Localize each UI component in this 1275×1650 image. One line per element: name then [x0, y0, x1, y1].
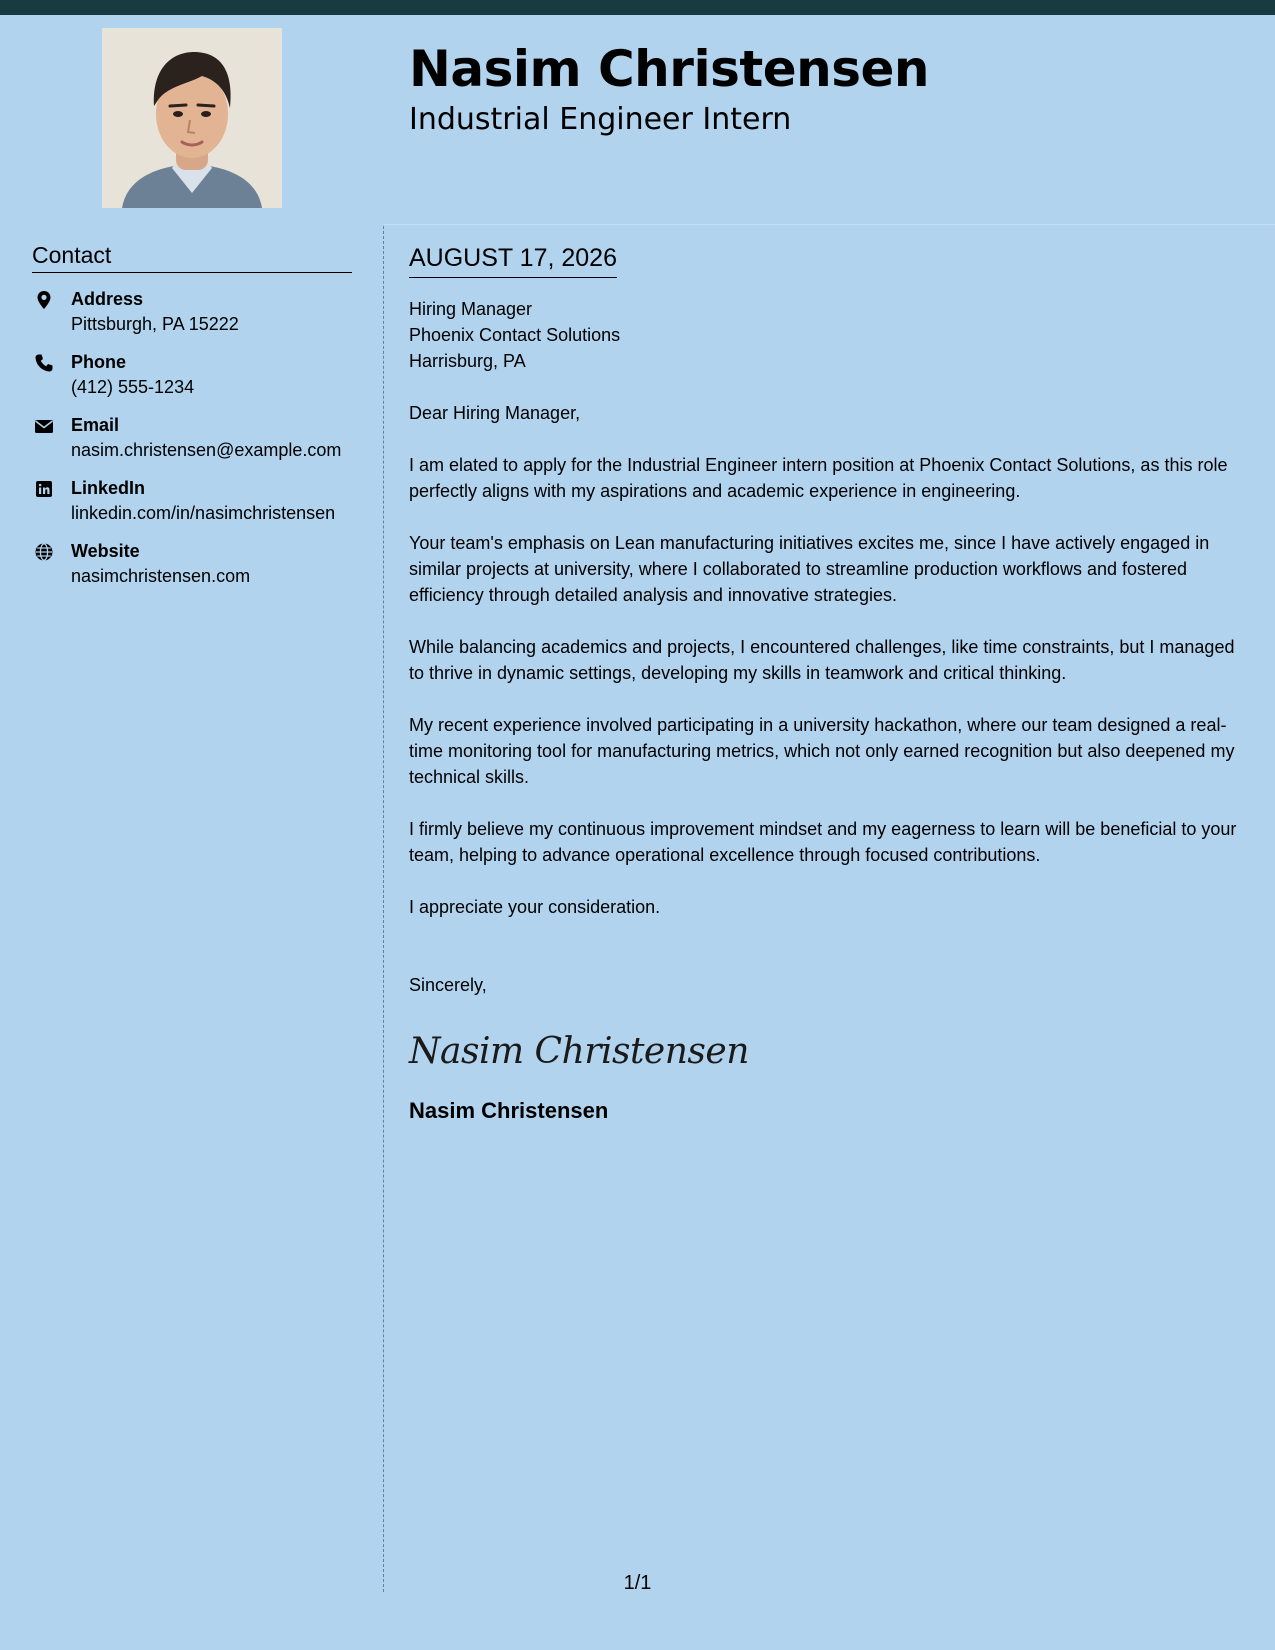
- salutation: Dear Hiring Manager,: [409, 403, 581, 423]
- signer-name: Nasim Christensen: [409, 1098, 609, 1123]
- candidate-name: Nasim Christensen: [409, 40, 930, 98]
- letter-paragraph: My recent experience involved participating in a university hackathon, where our team designed a real-time monitoring tool for manufacturing metrics, which not only earned recognition but also deepened my technical skills.: [409, 715, 1235, 787]
- letter-date: AUGUST 17, 2026: [409, 243, 617, 278]
- letter-body: [409, 243, 1249, 1126]
- contact-sidebar: [32, 240, 352, 602]
- envelope-icon: [34, 416, 54, 436]
- map-pin-icon: [34, 290, 54, 310]
- contact-label: Phone: [71, 352, 127, 372]
- phone-icon: [34, 353, 54, 373]
- contact-item-address: [32, 287, 352, 337]
- contact-label: LinkedIn: [71, 478, 146, 498]
- contact-value: nasimchristensen.com: [71, 566, 251, 586]
- letter-paragraph: I am elated to apply for the Industrial Engineer intern position at Phoenix Contact Solutions, as this role perfectly aligns with my aspirations and academic experience in engineering.: [409, 455, 1228, 501]
- contact-item-email: [32, 413, 352, 463]
- contact-label: Address: [71, 289, 144, 309]
- handwritten-signature: Nasim Christensen: [409, 1031, 749, 1072]
- candidate-title: Industrial Engineer Intern: [409, 102, 792, 137]
- contact-value: Pittsburgh, PA 15222: [71, 314, 239, 334]
- contact-value: linkedin.com/in/nasimchristensen: [71, 503, 336, 523]
- contact-value: (412) 555-1234: [71, 377, 195, 397]
- top-accent-bar: [0, 0, 1275, 15]
- column-divider: [383, 226, 384, 1592]
- contact-label: Website: [71, 541, 140, 561]
- profile-photo: [102, 28, 282, 208]
- letter-paragraph: Your team's emphasis on Lean manufacturing initiatives excites me, since I have actively engaged in similar projects at university, where I collaborated to streamline production workflows and fostered efficiency through detailed analysis and innovative strategies.: [409, 533, 1210, 605]
- contact-item-linkedin: [32, 476, 352, 526]
- recipient-block: [409, 296, 1249, 374]
- letter-paragraph: I firmly believe my continuous improvement mindset and my eagerness to learn will be beneficial to your team, helping to advance operational excellence through focused contributions.: [409, 819, 1237, 865]
- page-number: 1/1: [623, 1572, 652, 1594]
- contact-heading: Contact: [32, 240, 352, 273]
- contact-item-phone: [32, 350, 352, 400]
- recipient-line: Phoenix Contact Solutions: [409, 325, 621, 345]
- contact-item-website: [32, 539, 352, 589]
- linkedin-icon: [34, 479, 54, 499]
- contact-value: nasim.christensen@example.com: [71, 440, 342, 460]
- recipient-line: Harrisburg, PA: [409, 351, 526, 371]
- header-separator: [384, 224, 1275, 225]
- letter-paragraph: While balancing academics and projects, I encountered challenges, like time constraints, but I managed to thrive in dynamic settings, developing my skills in teamwork and critical thinking.: [409, 637, 1235, 683]
- contact-label: Email: [71, 415, 120, 435]
- globe-icon: [34, 542, 54, 562]
- recipient-line: Hiring Manager: [409, 299, 533, 319]
- closing: Sincerely,: [409, 975, 487, 995]
- letter-paragraph: I appreciate your consideration.: [409, 897, 661, 917]
